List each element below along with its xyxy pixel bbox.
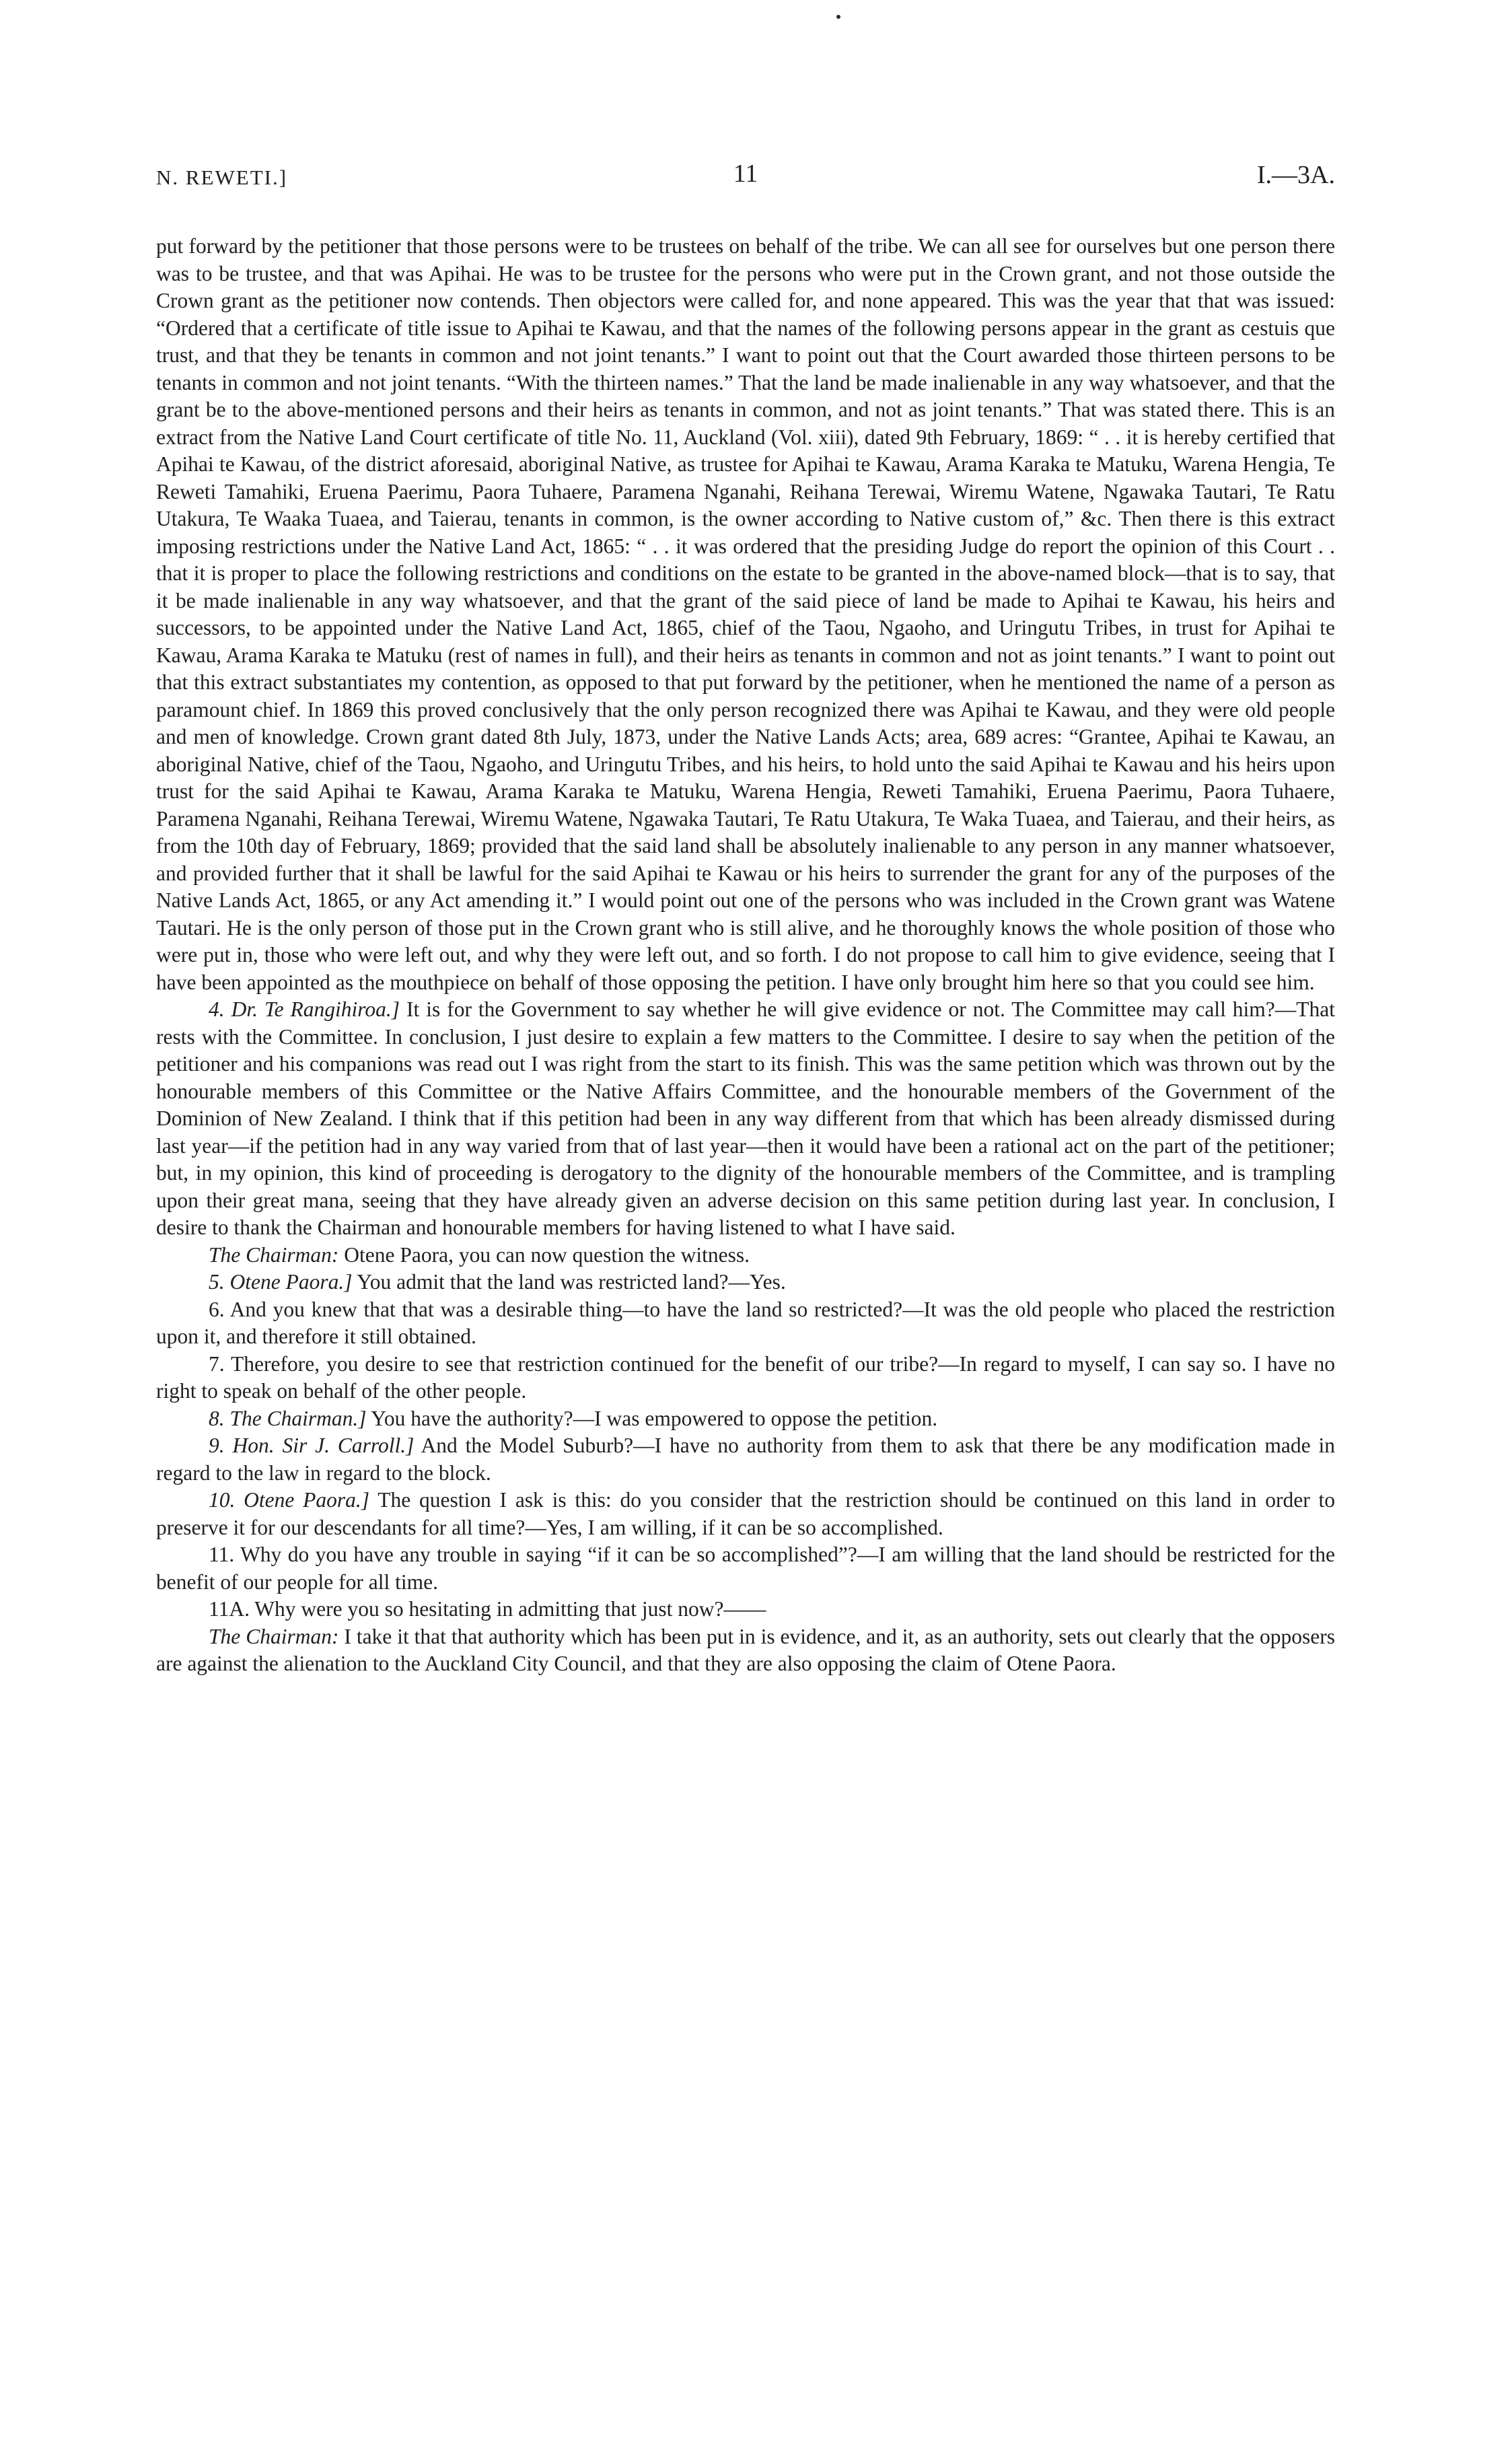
- page-number: 11: [733, 160, 758, 188]
- paragraph: [156, 1242, 1335, 1269]
- paragraph: [156, 1351, 1335, 1405]
- paragraph-speaker: 9. Hon. Sir J. Carroll.]: [209, 1434, 415, 1457]
- paragraph-text: put forward by the petitioner that those persons were to be trustees on behalf of the tribe. We can all see for ourselves but one person there was to be trustee, and that was Apihai. He was to be trustee for the persons who were put in the Crown grant, and not those outside the Crown grant as the petitioner now contends. Then objectors were called for, and none appeared. This was the year that that was issued: “Ordered that a certificate of title issue to Apihai te Kawau, and that the names of the following persons appear in the grant as cestuis que trust, and that they be tenants in common and not joint tenants.” I want to point out that the Court awarded those thirteen persons to be tenants in common and not joint tenants. “With the thirteen names.” That the land be made inalienable in any way whatsoever, and that the grant be to the above-mentioned persons and their heirs as tenants in common, and not as joint tenants.” That was stated there. This is an extract from the Native Land Court certificate of title No. 11, Auckland (Vol. xiii), dated 9th February, 1869: “ . . it is hereby certified that Apihai te Kawau, of the district aforesaid, aboriginal Native, as trustee for Apihai te Kawau, Arama Karaka te Matuku, Warena Hengia, Te Reweti Tamahiki, Eruena Paerimu, Paora Tuhaere, Paramena Nganahi, Reihana Terewai, Wiremu Watene, Ngawaka Tautari, Te Ratu Utakura, Te Waaka Tuaea, and Taierau, tenants in common, is the owner according to Native custom of,” &c. Then there is this extract imposing restrictions under the Native Land Act, 1865: “ . . it was ordered that the presiding Judge do report the opinion of this Court . . that it is proper to place the following restrictions and conditions on the estate to be granted in the above-named block—that is to say, that it be made inalienable in any way whatsoever, and that the grant of the said piece of land be made to Apihai te Kawau, his heirs and successors, to be appointed under the Native Land Act, 1865, chief of the Taou, Ngaoho, and Uringutu Tribes, in trust for Apihai te Kawau, Arama Karaka te Matuku (rest of names in full), and their heirs as tenants in common and not as joint tenants.” I want to point out that this extract substantiates my contention, as opposed to that put forward by the petitioner, when he mentioned the name of a person as paramount chief. In 1869 this proved conclusively that the only person recognized there was Apihai te Kawau, and they were old people and men of knowledge. Crown grant dated 8th July, 1873, under the Native Lands Acts; area, 689 acres: “Grantee, Apihai te Kawau, an aboriginal Native, chief of the Taou, Ngaoho, and Uringutu Tribes, and his heirs, to hold unto the said Apihai te Kawau and his heirs upon trust for the said Apihai te Kawau, Arama Karaka te Matuku, Warena Hengia, Reweti Tamahiki, Eruena Paerimu, Paora Tuhaere, Paramena Nganahi, Reihana Terewai, Wiremu Watene, Ngawaka Tautari, Te Ratu Utakura, Te Waka Tuaea, and Taierau, and their heirs, as from the 10th day of February, 1869; provided that the said land shall be absolutely inalienable to any person in any manner whatsoever, and provided further that it shall be lawful for the said Apihai te Kawau or his heirs to surrender the grant for any of the purposes of the Native Lands Act, 1865, or any Act amending it.” I would point out one of the persons who was included in the Crown grant was Watene Tautari. He is the only person of those put in the Crown grant who is still alive, and he thoroughly knows the whole position of those who were put in, those who were left out, and why they were left out, and so forth. I do not propose to call him to give evidence, seeing that I have been appointed as the mouthpiece on behalf of those opposing the petition. I have only brought him here so that you could see him.: [156, 234, 1335, 994]
- paragraph-text: 7. Therefore, you desire to see that restriction continued for the benefit of our tribe?—In regard to myself, I can say so. I have no right to speak on behalf of the other people.: [156, 1351, 1335, 1403]
- paragraph: [156, 233, 1335, 996]
- paragraph-text: 6. And you knew that that was a desirable thing—to have the land so restricted?—It was the old people who placed the restriction upon it, and therefore it still obtained.: [156, 1297, 1335, 1348]
- paragraph-text: 11A. Why were you so hesitating in admitting that just now?——: [209, 1597, 766, 1621]
- running-head: [156, 155, 1335, 195]
- paragraph-speaker: The Chairman:: [209, 1242, 339, 1267]
- paragraph-text: The question I ask is this: do you consider that the restriction should be continued on this land in order to preserve it for our descendants for all time?—Yes, I am willing, if it can be so accomplished.: [156, 1488, 1335, 1539]
- document-page: [156, 155, 1335, 1678]
- paragraph: [156, 1623, 1335, 1678]
- paragraph-speaker: 8. The Chairman.]: [209, 1406, 367, 1430]
- paragraph: [156, 1596, 1335, 1623]
- stray-ink-mark: [836, 15, 840, 19]
- paragraph-text: 11. Why do you have any trouble in saying “if it can be so accomplished”?—I am willing that the land should be restricted for the benefit of our people for all time.: [156, 1543, 1335, 1594]
- paragraph: [156, 1541, 1335, 1596]
- paragraph-text: It is for the Government to say whether he will give evidence or not. The Committee may call him?—That rests with the Committee. In conclusion, I just desire to explain a few matters to the Committee. I desire to say when the petition of the petitioner and his companions was read out I was right from the start to its finish. This was the same petition which was thrown out by the honourable members of this Committee or the Native Affairs Committee, and the honourable members of the Government of the Dominion of New Zealand. I think that if this petition had been in any way different from that which has been already dismissed during last year—if the petition had in any way varied from that of last year—then it would have been a rational act on the part of the petitioner; but, in my opinion, this kind of proceeding is derogatory to the dignity of the honourable members of the Committee, and is trampling upon their great mana, seeing that they have already given an adverse decision on this same petition during last year. In conclusion, I desire to thank the Chairman and honourable members for having listened to what I have said.: [156, 997, 1336, 1239]
- paragraph-speaker: 4. Dr. Te Rangihiroa.]: [209, 997, 400, 1021]
- paragraph: [156, 1269, 1335, 1296]
- paragraph: [156, 1432, 1335, 1487]
- paragraph-text: You admit that the land was restricted land?—Yes.: [352, 1270, 786, 1294]
- paragraph-speaker: 10. Otene Paora.]: [209, 1488, 370, 1512]
- paragraph: [156, 1487, 1335, 1541]
- paragraph-text: And the Model Suburb?—I have no authority from them to ask that there be any modification made in regard to the law in regard to the block.: [156, 1434, 1335, 1485]
- document-reference: I.—3A.: [1256, 161, 1335, 189]
- paragraph: [156, 996, 1335, 1242]
- running-head-left: N. REWETI.]: [156, 166, 288, 189]
- paragraph-text: You have the authority?—I was empowered to oppose the petition.: [366, 1406, 938, 1430]
- paragraph: [156, 1296, 1335, 1351]
- paragraph-speaker: The Chairman:: [209, 1624, 339, 1648]
- paragraph-speaker: 5. Otene Paora.]: [209, 1270, 353, 1294]
- body-text: [156, 233, 1335, 1678]
- paragraph: [156, 1405, 1335, 1433]
- paragraph-text: Otene Paora, you can now question the witness.: [338, 1242, 750, 1267]
- paragraph-text: I take it that that authority which has been put in is evidence, and it, as an authority, sets out clearly that the opposers are against the alienation to the Auckland City Council, and that they are also opposing the claim of Otene Paora.: [156, 1624, 1335, 1675]
